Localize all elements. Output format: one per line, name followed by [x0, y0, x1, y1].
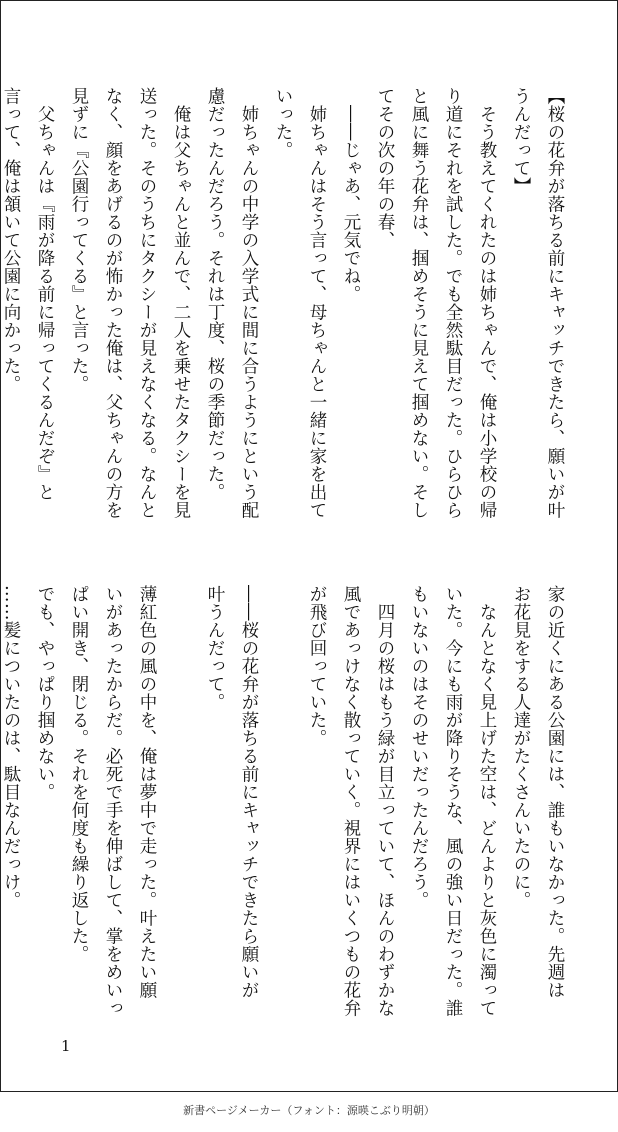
text-line: いった。: [273, 87, 293, 159]
text-line: なく、顔をあげるのが怖かった俺は、父ちゃんの方を: [103, 87, 123, 519]
page-number: 1: [61, 1037, 71, 1055]
text-line: 薄紅色の風の中を、俺は夢中で走った。叶えたい願: [137, 585, 157, 999]
text-line: 姉ちゃんの中学の入学式に間に合うようにという配: [239, 87, 259, 519]
text-line: もいないのはそのせいだったんだろう。: [409, 585, 429, 909]
text-line: 父ちゃんは『雨が降る前に帰ってくるんだぞ』と: [35, 87, 55, 501]
text-line: ぱい開き、閉じる。それを何度も繰り返した。: [69, 585, 89, 963]
upper-text-block: [0, 87, 572, 527]
text-line: いた。今にも雨が降りそうな、風の強い日だった。誰: [443, 585, 463, 1017]
text-line: ……髪についたのは、駄目なんだっけ。: [1, 585, 21, 909]
text-line: いがあったからだ。必死で手を伸ばして、掌をめいっ: [103, 585, 123, 1017]
footer-caption: 新書ページメーカー（フォント：源暎こぶり明朝）: [183, 1104, 435, 1117]
text-line: そう教えてくれたのは姉ちゃんで、俺は小学校の帰: [477, 87, 497, 519]
text-line: 風であっけなく散っていく。視界にはいくつもの花弁: [341, 585, 361, 1017]
blank-line: [164, 585, 198, 1025]
text-line: なんとなく見上げた空は、どんよりと灰色に濁って: [477, 585, 497, 1017]
text-line: 姉ちゃんはそう言って、母ちゃんと一緒に家を出て: [307, 87, 327, 519]
text-line: 言って、俺は頷いて公園に向かった。: [1, 87, 21, 393]
text-line: 四月の桜はもう緑が目立っていて、ほんのわずかな: [375, 585, 395, 1017]
text-line: 慮だったんだろう。それは丁度、桜の季節だった。: [205, 87, 225, 501]
text-line: うんだって】: [511, 87, 531, 195]
text-line: お花見をする人達がたくさんいたのに。: [511, 585, 531, 909]
text-line: り道にそれを試した。でも全然駄目だった。ひらひら: [443, 87, 463, 519]
text-line: 俺は父ちゃんと並んで、二人を乗せたタクシーを見: [171, 87, 191, 519]
text-line: 送った。そのうちにタクシーが見えなくなる。なんと: [137, 87, 157, 519]
text-line: ――桜の花弁が落ちる前にキャッチできたら願いが: [239, 585, 259, 999]
text-line: 見ずに『公園行ってくる』と言った。: [69, 87, 89, 393]
text-line: 叶うんだって。: [205, 585, 225, 711]
lower-text-block: [0, 585, 572, 1025]
blank-line: [266, 585, 300, 1025]
text-line: と風に舞う花弁は、掴めそうに見えて掴めない。そし: [409, 87, 429, 519]
text-line: 【桜の花弁が落ちる前にキャッチできたら、願いが叶: [545, 87, 565, 519]
text-line: 家の近くにある公園には、誰もいなかった。先週は: [545, 585, 565, 999]
text-line: が飛び回っていた。: [307, 585, 327, 747]
text-line: でも、やっぱり掴めない。: [35, 585, 55, 801]
text-line: てその次の年の春、: [375, 87, 395, 249]
text-line: ――じゃあ、元気でね。: [341, 87, 361, 303]
